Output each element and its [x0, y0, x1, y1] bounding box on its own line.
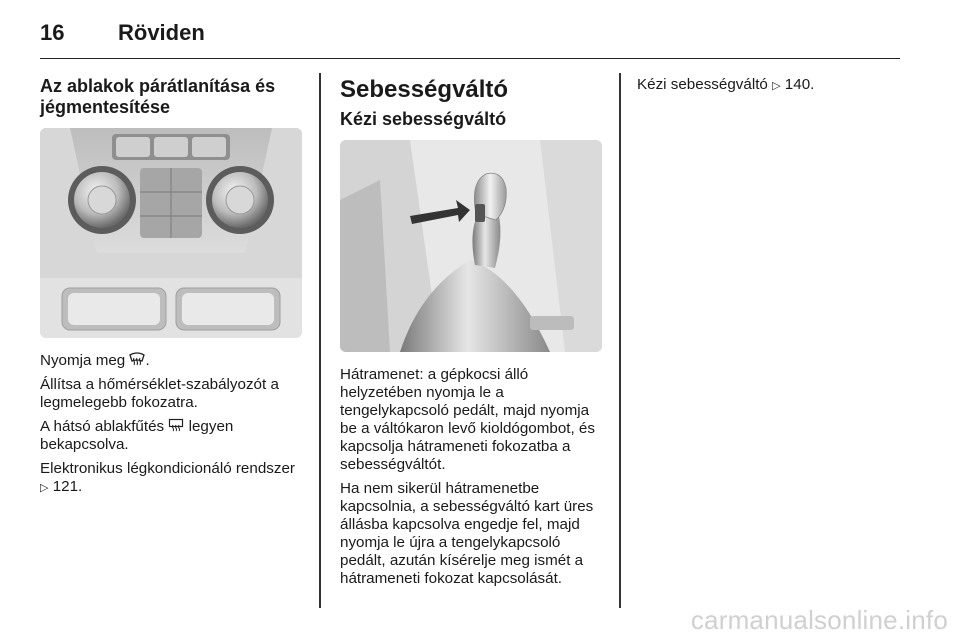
right-column: [637, 76, 902, 101]
left-column: [40, 76, 305, 503]
reference-arrow-icon: ▷: [40, 482, 49, 494]
middle-column: [340, 76, 605, 594]
gear-lever-image: [340, 140, 602, 352]
defrost-step-1: Nyomja meg .: [40, 352, 150, 369]
page-header: [40, 18, 900, 59]
column-divider-2: [619, 73, 621, 608]
page-reference[interactable]: 121.: [52, 478, 83, 495]
defrost-step-2: Állítsa a hőmérséklet-szabályozót a legmelegebb fokozatra.: [40, 376, 279, 411]
climate-control-panel-image: [40, 128, 302, 338]
windscreen-defrost-icon: [129, 352, 145, 366]
page-number: 16: [40, 20, 65, 45]
watermark: carmanualsonline.info: [690, 605, 948, 635]
section-heading-defrost: Az ablakok párátlanítása és jégmentesítése: [40, 76, 276, 117]
reverse-gear-instruction: Hátramenet: a gépkocsi álló helyzetében nyomja le a tengelykapcsoló pedált, majd nyomja be a váltókaron levő kioldógombot, és kapcsolja hátrameneti fokozatba a sebességváltót.: [340, 366, 595, 473]
page-reference[interactable]: 140.: [784, 76, 815, 93]
defrost-step-4: Elektronikus légkondicionáló rendszer ▷ 121.: [40, 460, 295, 495]
reference-arrow-icon: ▷: [772, 80, 781, 92]
section-heading-gearbox: Sebességváltó: [340, 76, 509, 103]
rear-window-heating-icon: [168, 418, 184, 432]
reverse-gear-retry-instruction: Ha nem sikerül hátramenetbe kapcsolnia, a sebességváltó kart üres állásba kapcsolva engedje fel, majd nyomja le újra a tengelykapcsoló pedált, azután kísérelje meg ismét a hátrameneti fokozat kapcsolását.: [340, 480, 594, 587]
column-divider-1: [319, 73, 321, 608]
manual-gearbox-reference: Kézi sebességváltó ▷ 140.: [637, 76, 815, 93]
subheading-manual-gearbox: Kézi sebességváltó: [340, 109, 507, 129]
page-title: Röviden: [118, 20, 205, 45]
defrost-step-3: A hátsó ablakfűtés legyen bekapcsolva.: [40, 418, 234, 453]
